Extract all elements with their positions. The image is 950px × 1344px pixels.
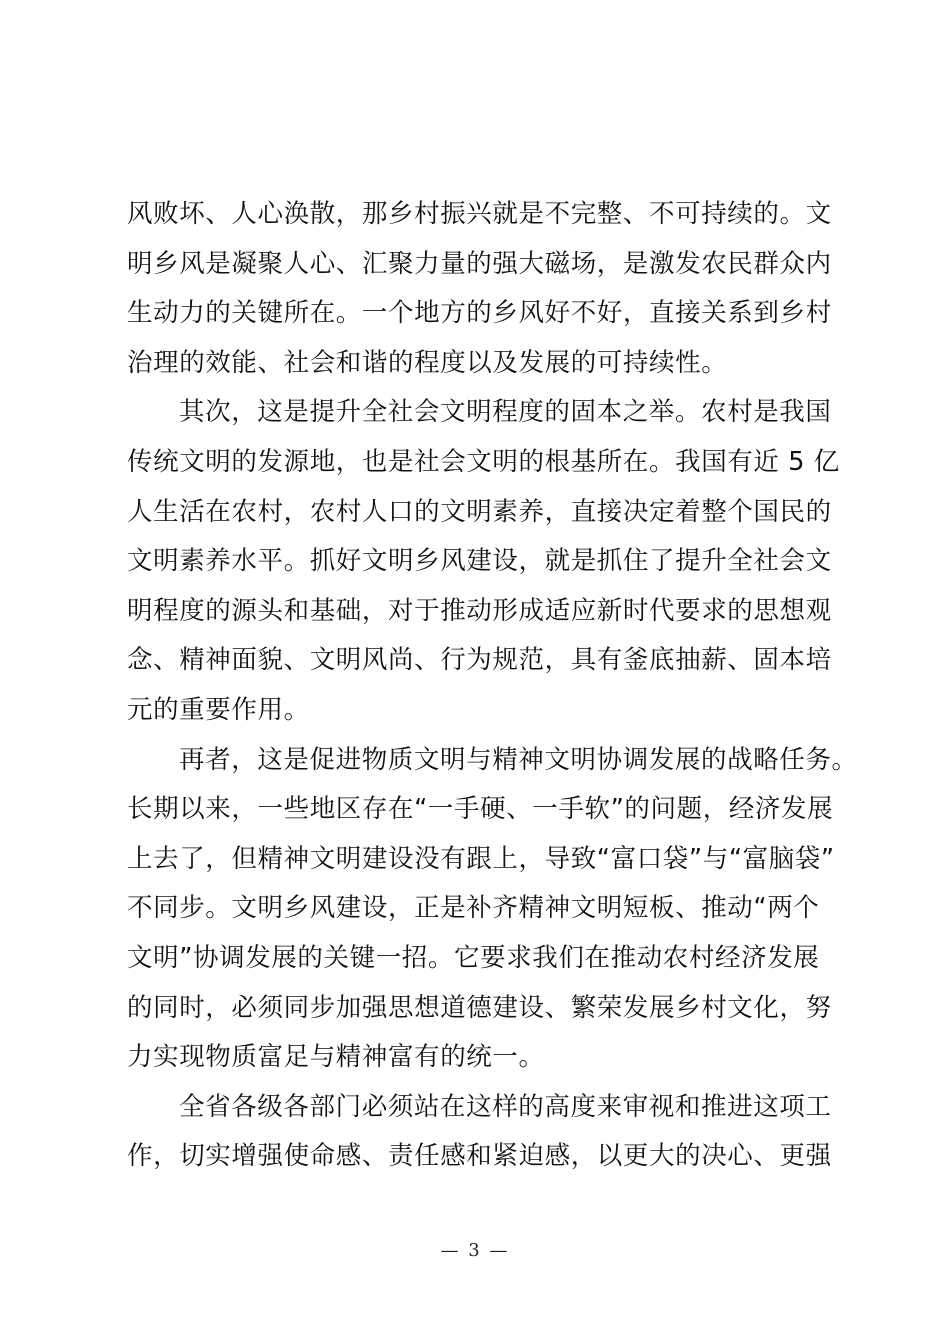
text-line: 上去了，但精神文明建设没有跟上，导致“富口袋”与“富脑袋” [127, 843, 835, 874]
text-line: 念、精神面貌、文明风尚、行为规范，具有釜底抽薪、固本培 [127, 645, 832, 676]
text-line: 长期以来，一些地区存在“一手硬、一手软”的问题，经济发展 [127, 794, 834, 825]
text-line: 人生活在农村，农村人口的文明素养，直接决定着整个国民的 [127, 496, 832, 527]
text-line: 全省各级各部门必须站在这样的高度来审视和推进这项工 [179, 1091, 832, 1122]
text-line: 不同步。文明乡风建设，正是补齐精神文明短板、推动“两个 [127, 893, 820, 924]
text-line: 元的重要作用。 [127, 694, 310, 725]
text-line: 文明素养水平。抓好文明乡风建设，就是抓住了提升全社会文 [127, 546, 832, 577]
text-line: 风败坏、人心涣散，那乡村振兴就是不完整、不可持续的。文 [127, 199, 832, 229]
text-line: 治理的效能、社会和谐的程度以及发展的可持续性。 [127, 347, 728, 378]
page-number: — 3 — [440, 1240, 510, 1261]
text-line: 明乡风是凝聚人心、汇聚力量的强大磁场，是激发农民群众内 [127, 248, 832, 279]
text-line: 力实现物质富足与精神富有的统一。 [127, 1042, 545, 1073]
paragraph-3 [127, 736, 858, 1083]
text-line: 传统文明的发源地，也是社会文明的根基所在。我国有近 5 亿 [127, 446, 840, 477]
text-line: 文明”协调发展的关键一招。它要求我们在推动农村经济发展 [127, 942, 820, 973]
paragraph-4 [127, 1083, 832, 1182]
text-line: 明程度的源头和基础，对于推动形成适应新时代要求的思想观 [127, 595, 832, 626]
text-line: 再者，这是促进物质文明与精神文明协调发展的战略任务。 [179, 744, 858, 775]
paragraph-1 [127, 190, 832, 388]
document-body [127, 190, 858, 1182]
text-line: 作，切实增强使命感、责任感和紧迫感，以更大的决心、更强 [127, 1141, 832, 1172]
text-line: 其次，这是提升全社会文明程度的固本之举。农村是我国 [179, 397, 832, 428]
text-line: 的同时，必须同步加强思想道德建设、繁荣发展乡村文化，努 [127, 992, 832, 1023]
paragraph-2 [127, 388, 840, 735]
text-line: 生动力的关键所在。一个地方的乡风好不好，直接关系到乡村 [127, 298, 832, 329]
